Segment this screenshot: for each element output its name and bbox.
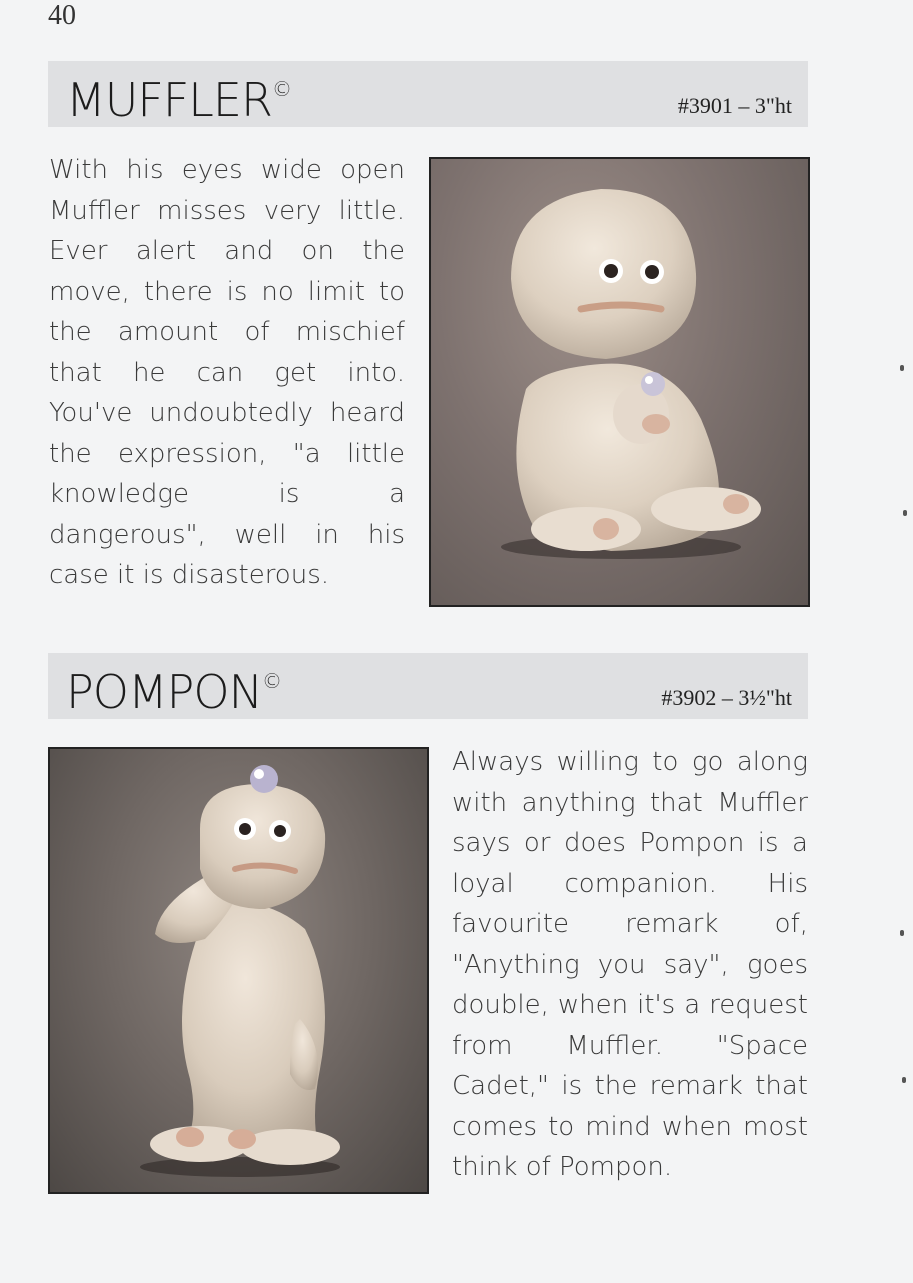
pompon-description: Always willing to go along with anything that Muffler says or does Pompon is a loyal companion. His favourite remark of, "Anything you say", goes double, when it's a request from Muffler. "Space Cadet," is the remark that comes to mind when most think of Pompon. (452, 747, 808, 1182)
muffler-figurine-image (431, 159, 808, 605)
copyright-mark: © (262, 669, 281, 693)
pompon-item-code: #3902 – 3½"ht (661, 685, 792, 710)
muffler-title (66, 73, 291, 127)
pompon-photo (48, 747, 429, 1194)
copyright-mark: © (271, 77, 291, 101)
muffler-photo (429, 157, 810, 607)
pompon-title-text: POMPON (66, 665, 262, 719)
scan-mark (900, 930, 904, 936)
pompon-figurine-image (50, 749, 427, 1192)
muffler-header (48, 61, 808, 127)
scan-mark (900, 365, 904, 371)
muffler-title-text: MUFFLER (66, 73, 272, 127)
scan-mark (902, 1077, 906, 1083)
pompon-title (66, 665, 281, 719)
scan-mark (903, 510, 907, 516)
pompon-header (48, 653, 808, 719)
muffler-item-code: #3901 – 3"ht (677, 93, 792, 118)
page-number: 40 (48, 0, 76, 31)
muffler-description: With his eyes wide open Muffler misses very little. Ever alert and on the move, there is no limit to the amount of mischief that he can get into. You've undoubtedly heard the expression, "a little knowledge is a dangerous", well in his case it is disasterous. (49, 155, 405, 590)
